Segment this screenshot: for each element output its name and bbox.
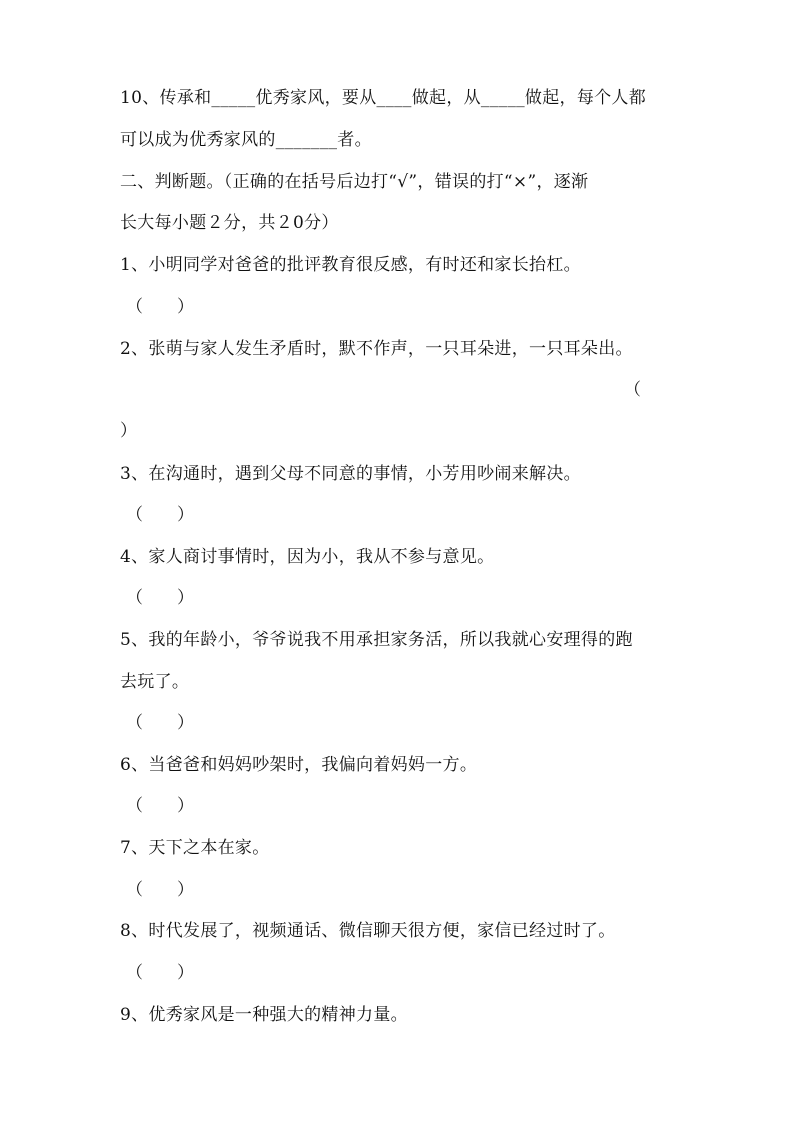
judge-question-7: 7、天下之本在家。	[120, 838, 270, 858]
question-10-line-1: 10、传承和_____优秀家风，要从____做起，从_____做起，每个人都	[120, 88, 647, 108]
judge-question-8: 8、时代发展了，视频通话、微信聊天很方便，家信已经过时了。	[120, 921, 616, 941]
judge-question-1: 1、小明同学对爸爸的批评教育很反感，有时还和家长抬杠。	[120, 255, 581, 275]
section-2-heading-line-1: 二、判断题。（正确的在括号后边打“√”，错误的打“×”，逐渐	[120, 172, 589, 192]
answer-paren-2-close: ）	[120, 421, 137, 441]
answer-paren-3: （ ）	[126, 505, 194, 525]
judge-question-6: 6、当爸爸和妈妈吵架时，我偏向着妈妈一方。	[120, 755, 478, 775]
judge-question-4: 4、家人商讨事情时，因为小，我从不参与意见。	[120, 547, 495, 567]
judge-question-2: 2、张萌与家人发生矛盾时，默不作声，一只耳朵进，一只耳朵出。	[120, 339, 633, 359]
answer-paren-6: （ ）	[126, 796, 194, 816]
answer-paren-8: （ ）	[126, 963, 194, 983]
judge-question-9: 9、优秀家风是一种强大的精神力量。	[120, 1005, 408, 1025]
answer-paren-7: （ ）	[126, 880, 194, 900]
question-10-line-2: 可以成为优秀家风的_______者。	[120, 130, 372, 150]
judge-question-5-line-2: 去玩了。	[120, 672, 190, 692]
judge-question-3: 3、在沟通时，遇到父母不同意的事情，小芳用吵闹来解决。	[120, 464, 581, 484]
answer-paren-4: （ ）	[126, 588, 194, 608]
answer-paren-5: （ ）	[126, 713, 194, 733]
answer-paren-1: （ ）	[126, 297, 194, 317]
answer-paren-2-open: （	[624, 380, 641, 400]
judge-question-5-line-1: 5、我的年龄小，爷爷说我不用承担家务活，所以我就心安理得的跑	[120, 630, 633, 650]
section-2-heading-line-2: 长大每小题２分，共２0分）	[120, 213, 339, 233]
